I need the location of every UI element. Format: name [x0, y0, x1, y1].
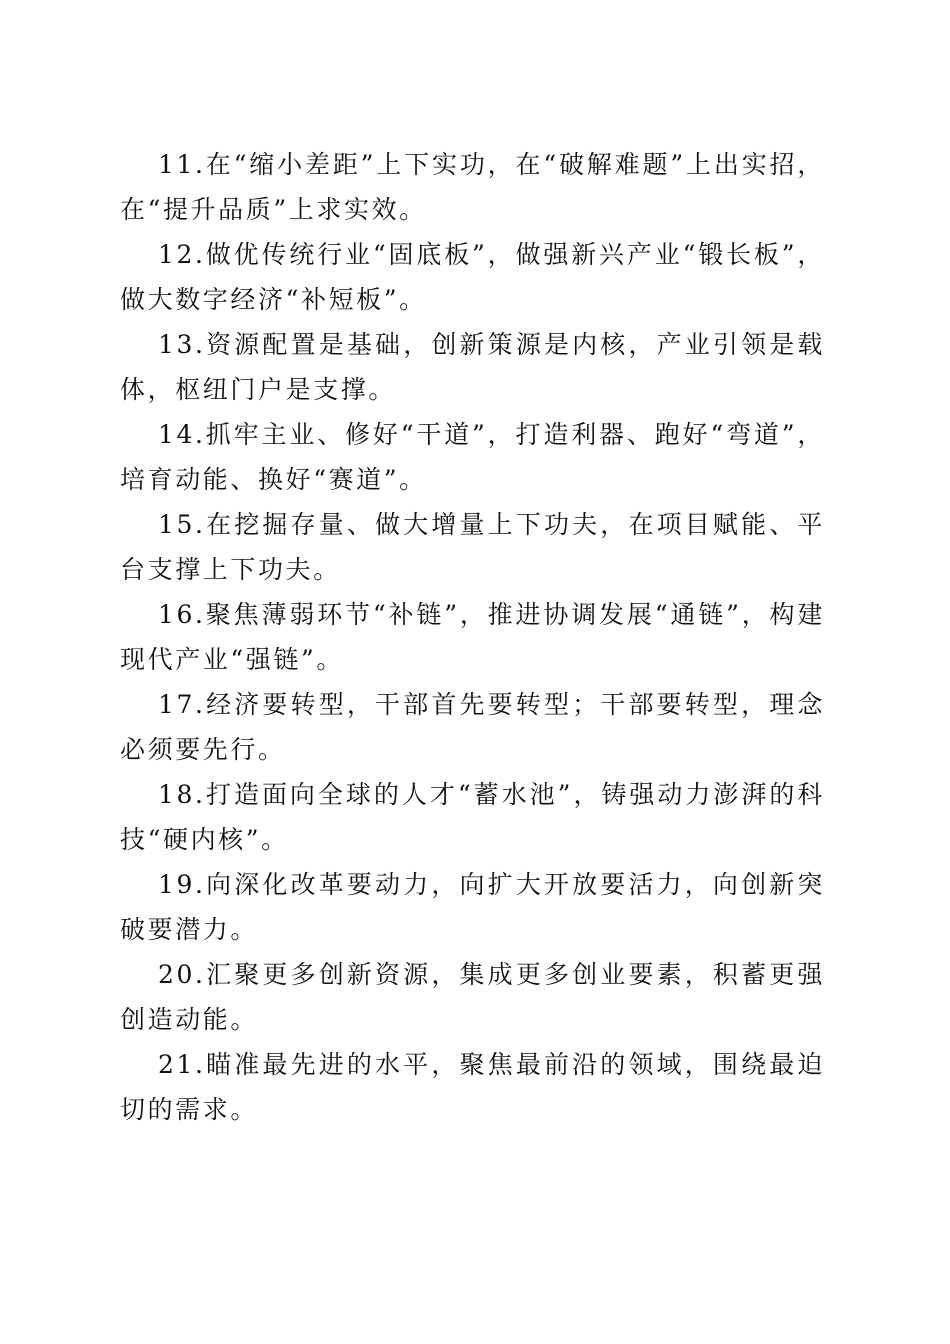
- paragraph-21: 21.瞄准最先进的水平，聚焦最前沿的领域，围绕最迫切的需求。: [120, 1050, 825, 1124]
- paragraph-12: 12.做优传统行业“固底板”，做强新兴产业“锻长板”，做大数字经济“补短板”。: [120, 240, 825, 314]
- paragraph-15: 15.在挖掘存量、做大增量上下功夫，在项目赋能、平台支撑上下功夫。: [120, 510, 825, 584]
- paragraph-14: 14.抓牢主业、修好“干道”，打造利器、跑好“弯道”，培育动能、换好“赛道”。: [120, 420, 825, 494]
- paragraph-16: 16.聚焦薄弱环节“补链”，推进协调发展“通链”，构建现代产业“强链”。: [120, 600, 825, 674]
- paragraph-19: 19.向深化改革要动力，向扩大开放要活力，向创新突破要潜力。: [120, 870, 825, 944]
- paragraph-18: 18.打造面向全球的人才“蓄水池”，铸强动力澎湃的科技“硬内核”。: [120, 780, 825, 854]
- paragraph-11: 11.在“缩小差距”上下实功，在“破解难题”上出实招，在“提升品质”上求实效。: [120, 150, 825, 224]
- paragraph-20: 20.汇聚更多创新资源，集成更多创业要素，积蓄更强创造动能。: [120, 960, 825, 1034]
- paragraph-17: 17.经济要转型，干部首先要转型；干部要转型，理念必须要先行。: [120, 690, 825, 764]
- document-body: [120, 142, 825, 1132]
- paragraph-13: 13.资源配置是基础，创新策源是内核，产业引领是载体，枢纽门户是支撑。: [120, 330, 825, 404]
